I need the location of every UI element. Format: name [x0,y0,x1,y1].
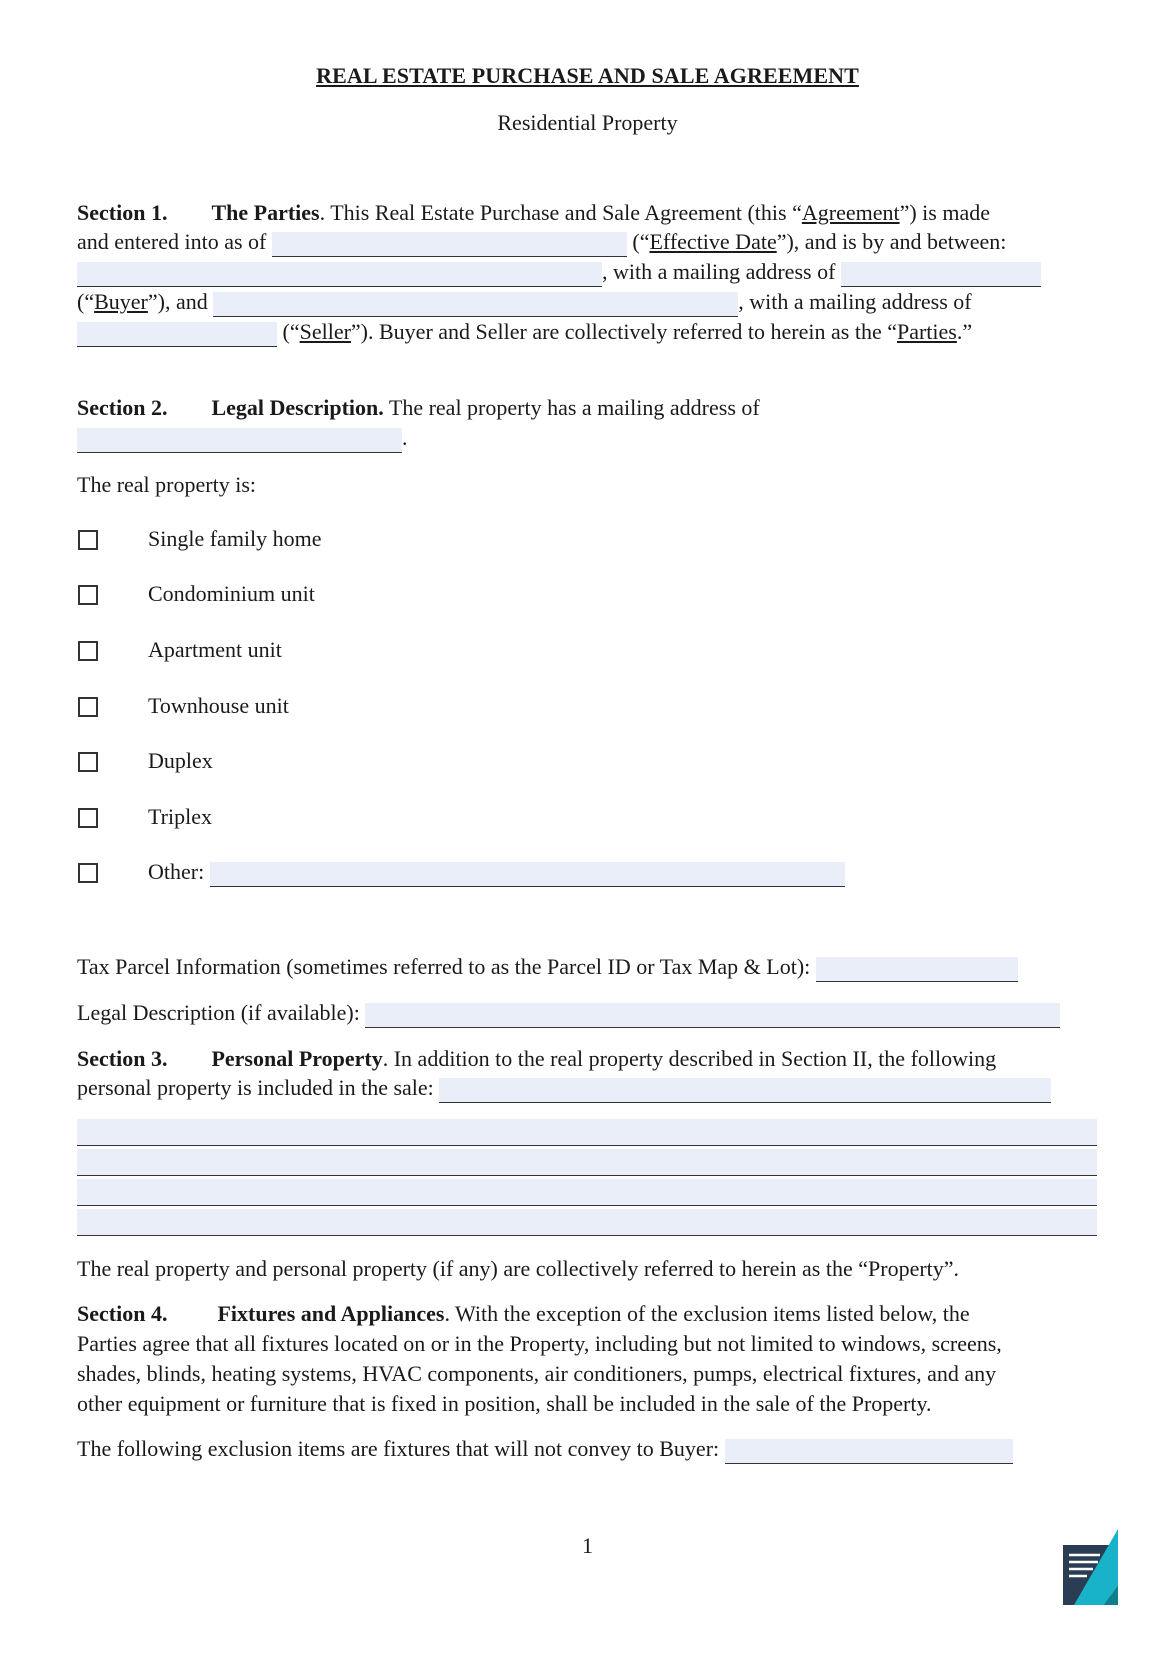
section1-text: ”) is made [899,200,990,225]
property-definition: The real property and personal property (if any) are collectively referred to herein as the “Property”. [77,1256,960,1281]
section3-line2 [77,1073,1051,1103]
seller-term: Seller [299,319,351,344]
single-family-label: Single family home [148,526,322,551]
personal-property-line-3[interactable] [77,1179,1097,1206]
section1-text: ”). Buyer and Seller are collectively referred to herein as the “ [350,319,897,344]
single-family-checkbox[interactable] [78,530,98,550]
legal-description-line [77,998,1060,1028]
tax-parcel-line [77,952,1018,982]
exclusion-label: The following exclusion items are fixtures that will not convey to Buyer: [77,1436,720,1461]
section1-text: (“ [632,229,650,254]
section1-text: , with a mailing address of [738,289,972,314]
page-number: 1 [582,1533,593,1558]
effective-date-term: Effective Date [649,229,777,254]
section1-line3 [77,257,1041,287]
townhouse-label: Townhouse unit [148,693,289,718]
agreement-term: Agreement [801,200,900,225]
section4-line3: shades, blinds, heating systems, HVAC components, air conditioners, pumps, electrical fixtures, and any [77,1361,997,1386]
section1-text: (“ [282,319,300,344]
section1-line2 [77,227,1006,257]
section1-line5 [77,317,972,347]
buyer-address-field[interactable] [841,262,1041,287]
document-logo-icon [1060,1525,1122,1614]
document-subtitle: Residential Property [497,110,678,135]
personal-property-line-2[interactable] [77,1149,1097,1176]
condominium-label: Condominium unit [148,581,315,606]
section1-heading: The Parties [211,200,320,225]
section1-line4 [77,287,972,317]
seller-address-field[interactable] [77,322,277,347]
section2-line1 [77,393,760,423]
section4-heading: Fixtures and Appliances [217,1301,445,1326]
exclusion-items-field[interactable] [725,1439,1013,1464]
section4-number: Section 4. [77,1301,168,1326]
section1-text: and entered into as of [77,229,267,254]
section1-text: ”), and [147,289,208,314]
effective-date-field[interactable] [272,232,627,257]
section2-text: . [402,425,408,450]
duplex-checkbox[interactable] [78,752,98,772]
triplex-label: Triplex [148,804,212,829]
buyer-name-field[interactable] [77,262,602,287]
section2-line2 [77,423,408,453]
other-type-field[interactable] [210,862,845,887]
apartment-checkbox[interactable] [78,641,98,661]
section3-text: . In addition to the real property described in Section II, the following [382,1046,997,1071]
condominium-checkbox[interactable] [78,585,98,605]
section1-line1 [77,198,990,228]
personal-property-field[interactable] [439,1078,1051,1103]
legal-description-field[interactable] [365,1003,1060,1028]
parties-term: Parties [896,319,957,344]
other-label-text: Other: [148,859,205,884]
section1-text: . This Real Estate Purchase and Sale Agreement (this “ [319,200,802,225]
tax-parcel-field[interactable] [816,957,1018,982]
section1-text: (“ [77,289,95,314]
other-label [148,857,845,887]
section1-text: , with a mailing address of [602,259,836,284]
section3-line1 [77,1044,996,1074]
section2-text: The real property has a mailing address of [388,395,760,420]
personal-property-line-1[interactable] [77,1119,1097,1146]
section1-text: ”), and is by and between: [776,229,1007,254]
personal-property-line-4[interactable] [77,1209,1097,1236]
section3-text: personal property is included in the sale: [77,1075,434,1100]
legal-description-label: Legal Description (if available): [77,1000,360,1025]
triplex-checkbox[interactable] [78,808,98,828]
section2-number: Section 2. [77,395,168,420]
apartment-label: Apartment unit [148,637,282,662]
section4-line2: Parties agree that all fixtures located on or in the Property, including but not limited to windows, screens, [77,1331,1002,1356]
section3-number: Section 3. [77,1046,168,1071]
section1-text: .” [956,319,973,344]
section4-text: . With the exception of the exclusion items listed below, the [444,1301,970,1326]
section2-heading: Legal Description. [211,395,384,420]
section1-number: Section 1. [77,200,168,225]
section3-heading: Personal Property [211,1046,383,1071]
document-title: REAL ESTATE PURCHASE AND SALE AGREEMENT [316,63,859,88]
buyer-term: Buyer [94,289,148,314]
property-type-label: The real property is: [77,472,256,497]
exclusion-line [77,1434,1013,1464]
seller-name-field[interactable] [213,292,738,317]
townhouse-checkbox[interactable] [78,697,98,717]
section4-line1 [77,1299,970,1329]
section4-line4: other equipment or furniture that is fixed in position, shall be included in the sale of the Property. [77,1391,932,1416]
duplex-label: Duplex [148,748,213,773]
property-address-field[interactable] [77,428,402,453]
other-checkbox[interactable] [78,863,98,883]
tax-parcel-label: Tax Parcel Information (sometimes referred to as the Parcel ID or Tax Map & Lot): [77,954,811,979]
